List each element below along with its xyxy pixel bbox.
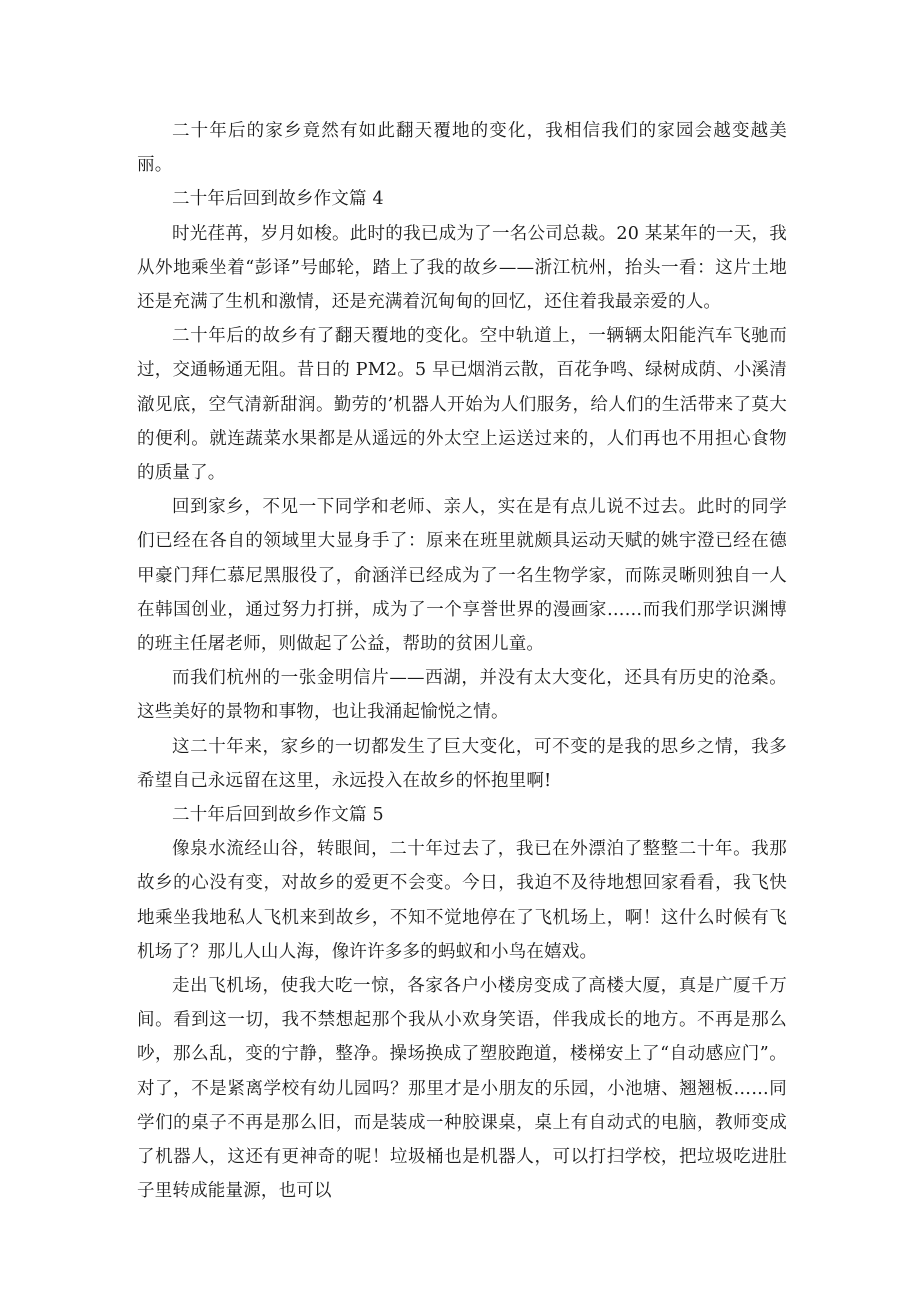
paragraph-closing: 二十年后的家乡竟然有如此翻天覆地的变化，我相信我们的家园会越变越美丽。 — [137, 121, 787, 176]
paragraph: 二十年后的故乡有了翻天覆地的变化。空中轨道上，一辆辆太阳能汽车飞驰而过，交通畅通无阻。昔日的 PM2。5 早已烟消云散，百花争鸣、绿树成荫、小溪清澈见底，空气清新甜润。勤劳的’机器人开始为人们服务，给人们的生活带来了莫大的便利。就连蔬菜水果都是从遥远的外太空上运送过来的，人们再也不用担心食物的质量了。 — [137, 326, 787, 484]
article-body — [137, 114, 787, 1209]
paragraph: 回到家乡，不见一下同学和老师、亲人，实在是有点儿说不过去。此时的同学们已经在各自的领域里大显身手了：原来在班里就颇具运动天赋的姚宇澄已经在德甲豪门拜仁慕尼黑服役了，俞涵洋已经成为了一名生物学家，而陈灵晰则独自一人在韩国创业，通过努力打拼，成为了一个享誉世界的漫画家……而我们那学识渊博的班主任屠老师，则做起了公益，帮助的贫困儿童。 — [137, 497, 787, 655]
paragraph: 时光荏苒，岁月如梭。此时的我已成为了一名公司总裁。20 某某年的一天，我从外地乘坐着“彭译”号邮轮，踏上了我的故乡——浙江杭州，抬头一看：这片土地还是充满了生机和激情，还是充满着沉甸甸的回忆，还住着我最亲爱的人。 — [137, 223, 787, 313]
paragraph: 走出飞机场，使我大吃一惊，各家各户小楼房变成了高楼大厦，真是广厦千万间。看到这一切，我不禁想起那个我从小欢身笑语，伴我成长的地方。不再是那么吵，那么乱，变的宁静，整净。操场换成了塑胶跑道，楼梯安上了“自动感应门”。对了，不是紧离学校有幼儿园吗？那里才是小朋友的乐园，小池塘、翘翘板……同学们的桌子不再是那么旧，而是装成一种胶课桌，桌上有自动式的电脑，教师变成了机器人，这还有更神奇的呢！垃圾桶也是机器人，可以打扫学校，把垃圾吃进肚子里转成能量源，也可以 — [137, 976, 787, 1202]
section-heading-4: 二十年后回到故乡作文篇 4 — [172, 189, 384, 210]
paragraph: 这二十年来，家乡的一切都发生了巨大变化，可不变的是我的思乡之情，我多希望自己永远留在这里，永远投入在故乡的怀抱里啊! — [137, 736, 787, 791]
paragraph: 像泉水流经山谷，转眼间，二十年过去了，我已在外漂泊了整整二十年。我那故乡的心没有变，对故乡的爱更不会变。今日，我迫不及待地想回家看看，我飞快地乘坐我地私人飞机来到故乡，不知不觉地停在了飞机场上，啊！这什么时候有飞机场了？那儿人山人海，像许许多多的蚂蚁和小鸟在嬉戏。 — [137, 839, 787, 962]
paragraph: 而我们杭州的一张金明信片——西湖，并没有太大变化，还具有历史的沧桑。这些美好的景物和事物，也让我涌起愉悦之情。 — [137, 668, 787, 723]
section-heading-5: 二十年后回到故乡作文篇 5 — [172, 805, 384, 826]
